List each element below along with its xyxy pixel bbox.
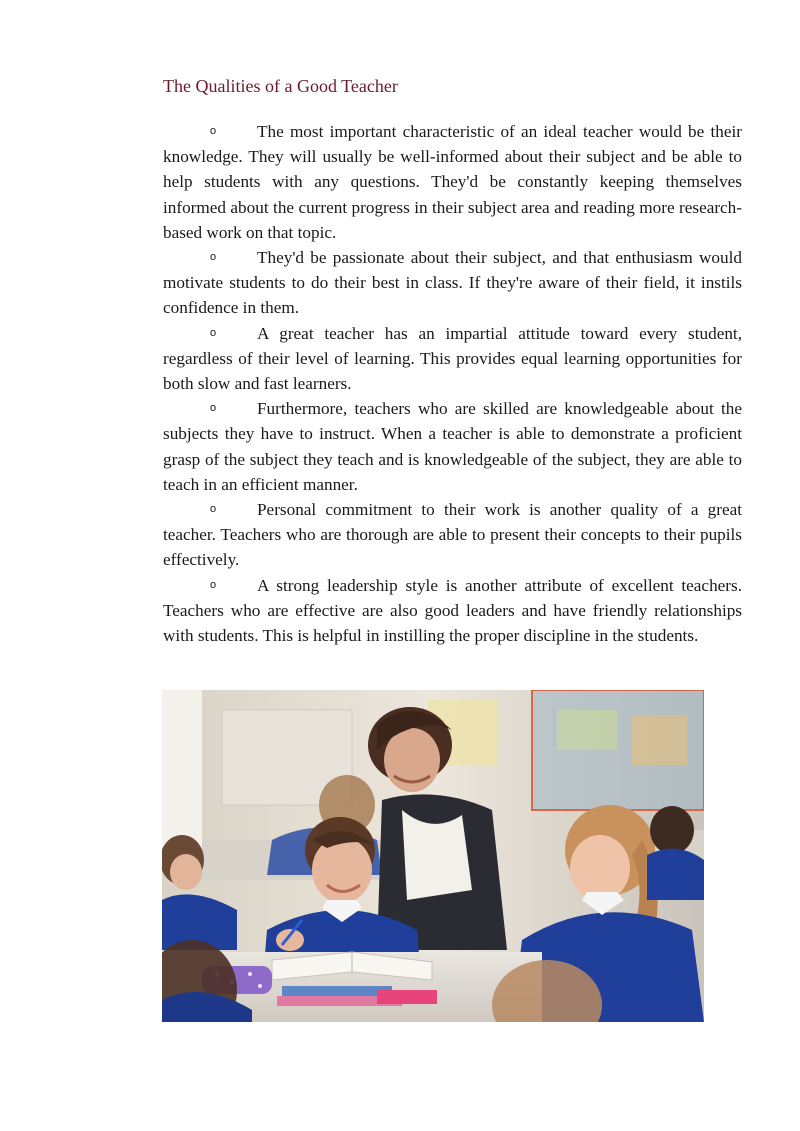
bullet-icon: o <box>210 503 217 516</box>
paragraph-5 <box>163 497 742 573</box>
paragraph-text: Personal commitment to their work is another quality of a great teacher. Teachers who are thorough are able to present their concepts to their pupils effectively. <box>163 500 742 570</box>
paragraph-text: A great teacher has an impartial attitude toward every student, regardless of their level of learning. This provides equal learning opportunities for both slow and fast learners. <box>163 323 742 394</box>
paragraph-1 <box>163 119 742 245</box>
bullet-icon: o <box>210 326 217 339</box>
girl-face <box>570 835 630 901</box>
paragraph-2 <box>163 245 742 321</box>
paragraph-6 <box>163 573 742 649</box>
bullet-icon: o <box>210 125 217 137</box>
student-left-face <box>170 854 202 890</box>
boy-face <box>312 837 372 903</box>
paragraph-text: A strong leadership style is another attribute of excellent teachers. Teachers who are effective are also good leaders and have friendly relationships with students. This is helpful in instilling the proper discipline in the students. <box>163 575 742 646</box>
bullet-icon: o <box>210 578 217 591</box>
paragraph-text: They'd be passionate about their subject, and that enthusiasm would motivate students to do their best in class. If they're aware of their field, it instils confidence in them. <box>163 248 742 318</box>
back-right-student-hair <box>650 806 694 854</box>
window-light <box>162 690 202 860</box>
poster-orange <box>632 715 687 765</box>
paragraph-text: Furthermore, teachers who are skilled are knowledgeable about the subjects they have to instruct. When a teacher is able to demonstrate a proficient grasp of the subject they teach and is knowledgeable of the subject, they are able to teach in an efficient manner. <box>163 399 742 494</box>
book-blue <box>282 986 392 996</box>
classroom-photo <box>162 690 704 1022</box>
bullet-icon: o <box>210 402 217 415</box>
pencil-case-dot <box>258 984 262 988</box>
boy-hand <box>276 929 304 951</box>
pencil-case-dot <box>248 972 252 976</box>
document-title: The Qualities of a Good Teacher <box>163 76 398 96</box>
paragraph-3 <box>163 321 742 397</box>
back-right-student-uniform <box>647 849 704 900</box>
document-body <box>163 119 742 648</box>
bullet-icon: o <box>210 251 217 264</box>
paragraph-4 <box>163 396 742 497</box>
paragraph-text: The most important characteristic of an ideal teacher would be their knowledge. They will usually be well-informed about their subject and be able to help students with any questions. They'd be constantly keeping themselves informed about the current progress in their subject area and reading more research-based work on that topic. <box>163 122 742 242</box>
book-magenta <box>377 990 437 1004</box>
poster-green <box>557 710 617 750</box>
classroom-illustration <box>162 690 704 1022</box>
